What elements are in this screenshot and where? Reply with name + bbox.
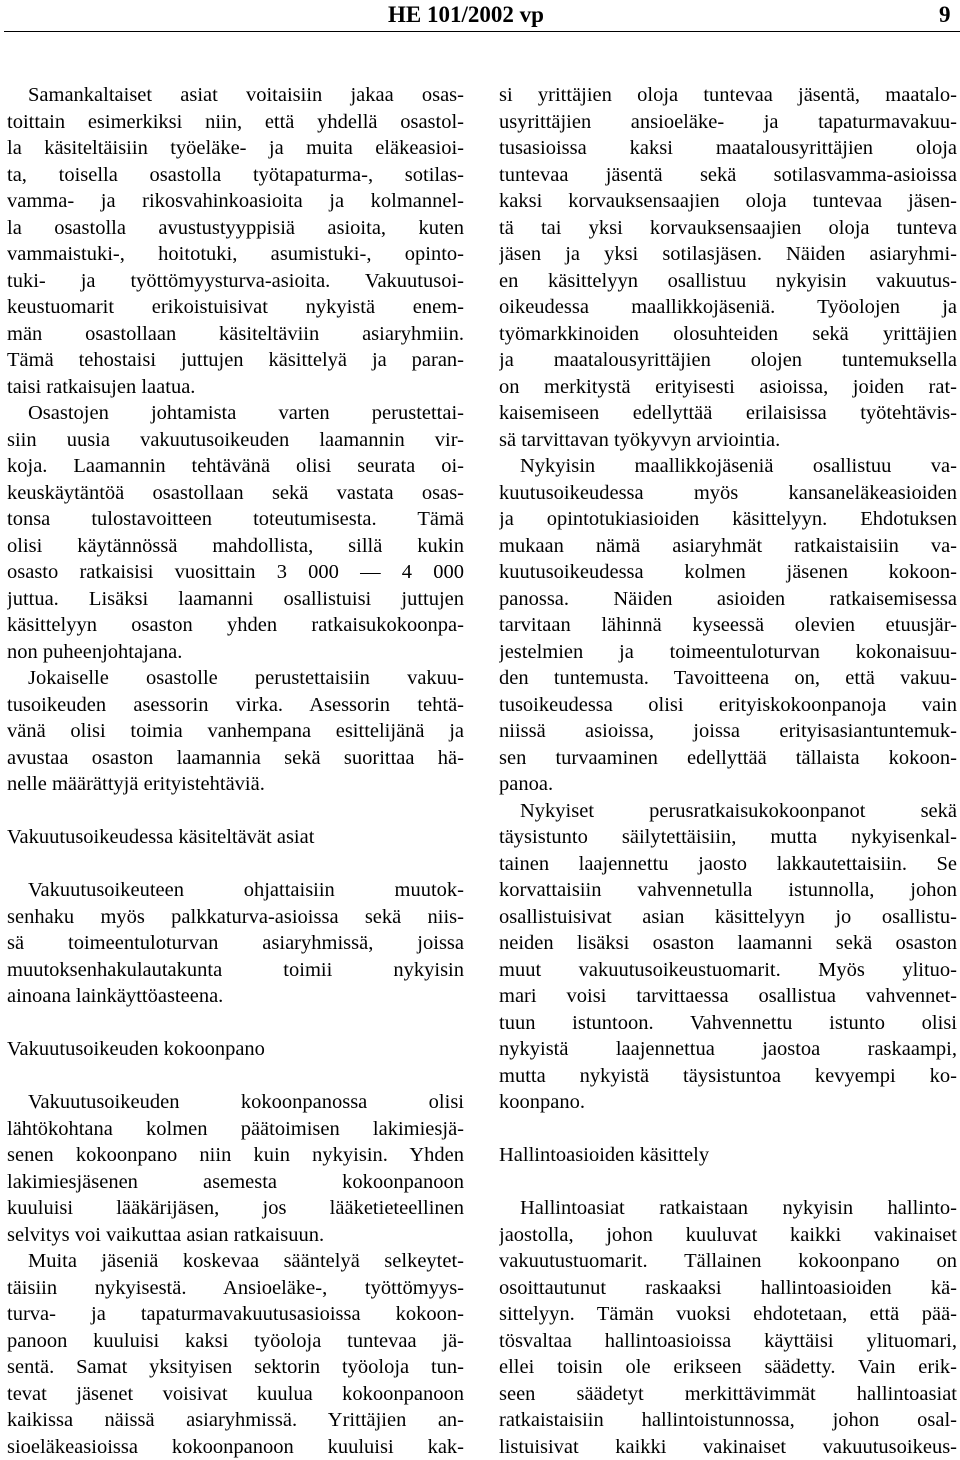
text-line: tusoikeudessa olisi erityiskokoonpanoja vain xyxy=(499,692,957,719)
text-line: kuutusoikeudessa myös kansaneläkeasioiden xyxy=(499,480,957,507)
text-line: ja maatalousyrittäjien olojen tuntemuksella xyxy=(499,347,957,374)
text-line: vakuutustuomarit. Tällainen kokoonpano on xyxy=(499,1248,957,1275)
text-line: ratkaistaisiin hallintoistunnossa, johon osal- xyxy=(499,1407,957,1434)
text-line: Hallintoasiat ratkaistaan nykyisin hallinto- xyxy=(499,1195,957,1222)
text-line: osallistuisivat asian käsittelyyn jo osallistu- xyxy=(499,904,957,931)
text-line: ta, toisella osastolla työtapaturma-, sotilas- xyxy=(7,162,464,189)
text-line: panossa. Näiden asioiden ratkaisemisessa xyxy=(499,586,957,613)
text-line: sen turvaaminen edellyttää tällaista kokoon- xyxy=(499,745,957,772)
text-line: jestelmien ja toimeentuloturvan kokonaisuu- xyxy=(499,639,957,666)
text-line: sä tarvittavan työkyvyn arviointia. xyxy=(499,427,957,454)
text-line: ellei toisin ole erikseen säädetty. Vain erik- xyxy=(499,1354,957,1381)
text-line: Osastojen johtamista varten perustettai- xyxy=(7,400,464,427)
paragraph-gap xyxy=(7,1063,464,1090)
text-line: tuntevaa jäsentä sekä sotilasvamma-asioissa xyxy=(499,162,957,189)
text-line: listuisivat kaikki vakinaiset vakuutusoikeus- xyxy=(499,1434,957,1460)
text-line: mukaan nämä asiaryhmät ratkaistaisiin va- xyxy=(499,533,957,560)
text-line: vammaistuki-, hoitotuki, asumistuki-, opinto- xyxy=(7,241,464,268)
text-line: mutta nykyistä täysistuntoa kevyempi ko- xyxy=(499,1063,957,1090)
text-line: den tuntemusta. Tavoitteena on, että vakuu- xyxy=(499,665,957,692)
header-rule xyxy=(4,31,960,32)
paragraph-gap xyxy=(7,798,464,825)
text-line: muut vakuutusoikeustuomarit. Myös ylituo- xyxy=(499,957,957,984)
text-line: koja. Laamannin tehtävänä olisi seurata oi- xyxy=(7,453,464,480)
text-line: nykyistä laajennettua jaostoa raskaampi, xyxy=(499,1036,957,1063)
text-line: sä toimeentuloturvan asiaryhmissä, joissa xyxy=(7,930,464,957)
text-line: tusoikeuden asessorin virka. Asessorin tehtä- xyxy=(7,692,464,719)
text-line: koonpano. xyxy=(499,1089,957,1116)
text-line: tevat jäsenet voisivat kuulua kokoonpanoon xyxy=(7,1381,464,1408)
text-line: nelle määrättyjä erityistehtäviä. xyxy=(7,771,464,798)
text-line: mari voisi tarvittaessa osallistua vahvennet- xyxy=(499,983,957,1010)
text-line: on merkitystä erityisesti asioissa, joiden rat- xyxy=(499,374,957,401)
text-line: työmarkkinoiden olosuhteiden sekä yrittäjien xyxy=(499,321,957,348)
text-line: non puheenjohtajana. xyxy=(7,639,464,666)
text-line: siin uusia vakuutusoikeuden laamannin vir- xyxy=(7,427,464,454)
text-line: usyrittäjien ansioeläke- ja tapaturmavakuu- xyxy=(499,109,957,136)
text-line: sentä. Samat yksityisen sektorin työoloja tun- xyxy=(7,1354,464,1381)
text-line: en käsittelyyn osallistuu nykyisin vakuutus- xyxy=(499,268,957,295)
text-line: turva- ja tapaturmavakuutusasioissa kokoon- xyxy=(7,1301,464,1328)
text-line: tusasioissa kaksi maatalousyrittäjien oloja xyxy=(499,135,957,162)
text-line: ja opintotukiasioiden käsittelyyn. Ehdotuksen xyxy=(499,506,957,533)
text-line: Tämä tehostaisi juttujen käsittelyä ja paran- xyxy=(7,347,464,374)
section-heading: Vakuutusoikeudessa käsiteltävät asiat xyxy=(7,824,464,851)
text-line: Nykyisin maallikkojäseniä osallistuu va- xyxy=(499,453,957,480)
text-line: tuun istuntoon. Vahvennettu istunto olisi xyxy=(499,1010,957,1037)
document-title: HE 101/2002 vp xyxy=(388,1,544,29)
text-line: Jokaiselle osastolle perustettaisiin vakuu- xyxy=(7,665,464,692)
text-line: selvitys voi vaikuttaa asian ratkaisuun. xyxy=(7,1222,464,1249)
section-heading: Hallintoasioiden käsittely xyxy=(499,1142,957,1169)
text-line: täisiin nykyisestä. Ansioeläke-, työttömyys- xyxy=(7,1275,464,1302)
text-line: kaksi korvauksensaajien oloja tuntevaa jäsen- xyxy=(499,188,957,215)
text-line: senen kokoonpano niin kuin nykyisin. Yhden xyxy=(7,1142,464,1169)
text-line: la käsiteltäisiin työeläke- ja muita eläkeasioi- xyxy=(7,135,464,162)
text-line: la osastolla avustustyyppisiä asioita, kuten xyxy=(7,215,464,242)
text-line: vänä olisi toimia vanhempana esittelijänä ja xyxy=(7,718,464,745)
text-line: avustaa osaston laamannia sekä suorittaa hä- xyxy=(7,745,464,772)
text-line: keuskäytäntöä osastollaan sekä vastata osas- xyxy=(7,480,464,507)
text-line: Nykyiset perusratkaisukokoonpanot sekä xyxy=(499,798,957,825)
section-heading: Vakuutusoikeuden kokoonpano xyxy=(7,1036,464,1063)
paragraph-gap xyxy=(499,1169,957,1196)
text-line: muutoksenhakulautakunta toimii nykyisin xyxy=(7,957,464,984)
text-line: jaostolla, johon kuuluvat kaikki vakinaiset xyxy=(499,1222,957,1249)
page-number: 9 xyxy=(939,1,951,29)
text-line: taisi ratkaisujen laatua. xyxy=(7,374,464,401)
text-line: kuutusoikeudessa kolmen jäsenen kokoon- xyxy=(499,559,957,586)
text-line: tarvitaan lähinnä kyseessä olevien etuusjär- xyxy=(499,612,957,639)
text-line: Muita jäseniä koskevaa sääntelyä selkeytet- xyxy=(7,1248,464,1275)
page-header xyxy=(0,0,960,40)
text-line: osoittautunut raskaaksi hallintoasioiden kä- xyxy=(499,1275,957,1302)
text-line: tä tai yksi korvauksensaajien oloja tunteva xyxy=(499,215,957,242)
text-line: oikeudessa maallikkojäseniä. Työolojen ja xyxy=(499,294,957,321)
text-line: Vakuutusoikeuden kokoonpanossa olisi xyxy=(7,1089,464,1116)
text-line: panoon kuuluisi kaksi työoloja tuntevaa jä- xyxy=(7,1328,464,1355)
text-line: käsittelyyn osaston yhden ratkaisukokoonpa- xyxy=(7,612,464,639)
text-line: tainen laajennettu jaosto lakkautettaisiin. Se xyxy=(499,851,957,878)
text-line: juttua. Lisäksi laamanni osallistuisi juttujen xyxy=(7,586,464,613)
text-line: tösvaltaa hallintoasioissa käyttäisi ylituomari, xyxy=(499,1328,957,1355)
text-line: lähtökohtana kolmen päätoimisen lakimiesjä- xyxy=(7,1116,464,1143)
text-line: tonsa tulostavoitteen toteutumisesta. Tämä xyxy=(7,506,464,533)
text-line: tuki- ja työttömyysturva-asioita. Vakuutusoi- xyxy=(7,268,464,295)
text-line: senhaku myös palkkaturva-asioissa sekä niis- xyxy=(7,904,464,931)
left-column xyxy=(7,82,464,1460)
text-line: Vakuutusoikeuteen ohjattaisiin muutok- xyxy=(7,877,464,904)
paragraph-gap xyxy=(7,851,464,878)
text-line: jäsen ja yksi sotilasjäsen. Näiden asiaryhmi- xyxy=(499,241,957,268)
text-line: ainoana lainkäyttöasteena. xyxy=(7,983,464,1010)
text-line: olisi käytännössä mahdollista, sillä kukin xyxy=(7,533,464,560)
text-line: kaisemiseen edellyttää erilaisissa työtehtävis- xyxy=(499,400,957,427)
text-line: sioeläkeasioissa kokoonpanoon kuuluisi kak- xyxy=(7,1434,464,1460)
paragraph-gap xyxy=(7,1010,464,1037)
text-line: sittelyyn. Tämän vuoksi ehdotetaan, että pää- xyxy=(499,1301,957,1328)
paragraph-gap xyxy=(499,1116,957,1143)
text-line: osasto ratkaisisi vuosittain 3 000 — 4 000 xyxy=(7,559,464,586)
text-line: korvattaisiin vahvennetulla istunnolla, johon xyxy=(499,877,957,904)
text-line: kaikissa näissä asiaryhmissä. Yrittäjien an- xyxy=(7,1407,464,1434)
text-line: Samankaltaiset asiat voitaisiin jakaa osas- xyxy=(7,82,464,109)
text-line: si yrittäjien oloja tuntevaa jäsentä, maatalo- xyxy=(499,82,957,109)
text-line: neiden lisäksi osaston laamanni sekä osaston xyxy=(499,930,957,957)
right-column xyxy=(499,82,957,1460)
text-line: kuuluisi lääkärijäsen, jos lääketieteellinen xyxy=(7,1195,464,1222)
text-line: vamma- ja rikosvahinkoasioita ja kolmannel- xyxy=(7,188,464,215)
text-line: niissä asioissa, joissa erityisasiantuntemuk- xyxy=(499,718,957,745)
text-line: toittain esimerkiksi niin, että yhdellä osastol- xyxy=(7,109,464,136)
text-line: män osastollaan käsiteltäviin asiaryhmiin. xyxy=(7,321,464,348)
text-line: täysistunto säilytettäisiin, mutta nykyisenkal- xyxy=(499,824,957,851)
text-line: keustuomarit erikoistuisivat nykyistä enem- xyxy=(7,294,464,321)
text-line: lakimiesjäsenen asemesta kokoonpanoon xyxy=(7,1169,464,1196)
text-line: seen säädetyt merkittävimmät hallintoasiat xyxy=(499,1381,957,1408)
text-line: panoa. xyxy=(499,771,957,798)
